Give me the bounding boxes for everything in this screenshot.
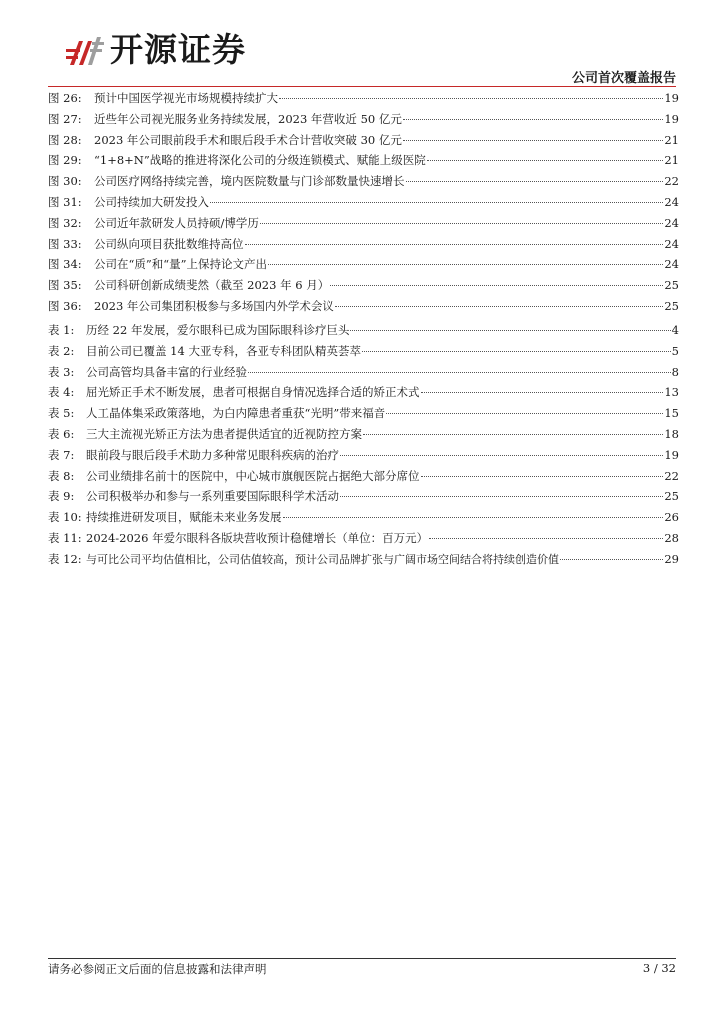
toc-label: 表 1: xyxy=(48,323,75,337)
toc-leader xyxy=(330,285,663,286)
toc-title[interactable]: 眼前段与眼后段手术助力多种常见眼科疾病的治疗 xyxy=(86,447,339,462)
toc-row-table[interactable] xyxy=(48,341,679,362)
toc-leader xyxy=(362,351,671,352)
toc-label: 表 4: xyxy=(48,385,75,400)
toc-label: 表 7: xyxy=(48,447,75,462)
footer-disclaimer: 请务必参阅正文后面的信息披露和法律声明 xyxy=(48,962,267,976)
toc-leader xyxy=(210,202,663,203)
toc-label: 图 32: xyxy=(48,215,82,230)
toc-leader xyxy=(403,119,663,120)
toc-title[interactable]: 公司近年款研发人员持硕/博学历 xyxy=(94,215,259,230)
toc-page[interactable]: 19 xyxy=(664,447,679,462)
toc-label: 表 3: xyxy=(48,364,75,379)
toc-label: 表 10: xyxy=(48,510,82,525)
toc-label: 图 30: xyxy=(48,174,82,189)
toc-page[interactable]: 29 xyxy=(664,551,679,566)
toc-page[interactable]: 25 xyxy=(664,298,679,313)
toc-label: 图 29: xyxy=(48,153,82,168)
toc-page[interactable]: 19 xyxy=(664,91,679,105)
toc-row-figure[interactable] xyxy=(48,192,679,213)
toc-label: 表 9: xyxy=(48,489,75,504)
toc-label: 图 31: xyxy=(48,194,82,209)
toc-title[interactable]: 目前公司已覆盖 14 大亚专科，各亚专科团队精英荟萃 xyxy=(86,343,361,358)
toc-label: 图 27: xyxy=(48,111,82,126)
toc-leader xyxy=(429,538,663,539)
toc-label: 表 2: xyxy=(48,343,75,358)
toc-label: 图 28: xyxy=(48,132,82,147)
toc-page[interactable]: 18 xyxy=(664,426,679,441)
toc-leader xyxy=(363,434,663,435)
toc-title[interactable]: 持续推进研发项目，赋能未来业务发展 xyxy=(86,510,282,525)
toc-label: 图 36: xyxy=(48,298,82,313)
toc-leader xyxy=(406,181,664,182)
toc-title[interactable]: 历经 22 年发展，爱尔眼科已成为国际眼科诊疗巨头 xyxy=(86,323,350,337)
toc-row-table[interactable] xyxy=(48,486,679,507)
toc-row-table[interactable] xyxy=(48,466,679,487)
toc-leader xyxy=(421,476,664,477)
toc-page[interactable]: 25 xyxy=(664,278,679,293)
toc-title[interactable]: 公司在“质”和“量”上保持论文产出 xyxy=(94,257,268,272)
toc-label: 表 8: xyxy=(48,468,75,483)
toc-row-table[interactable] xyxy=(48,424,679,445)
toc-title[interactable]: 公司业绩排名前十的医院中，中心城市旗舰医院占据绝大部分席位 xyxy=(86,468,420,483)
toc-title[interactable]: 公司持续加大研发投入 xyxy=(94,194,209,209)
toc-leader xyxy=(260,223,663,224)
toc-title[interactable]: 人工晶体集采政策落地，为白内障患者重获“光明”带来福音 xyxy=(86,406,386,421)
toc-label: 图 33: xyxy=(48,236,82,251)
toc-leader xyxy=(427,160,664,161)
table-index xyxy=(48,320,679,570)
toc-row-figure[interactable] xyxy=(48,88,679,109)
toc-leader xyxy=(248,372,671,373)
toc-page[interactable]: 25 xyxy=(664,489,679,504)
toc-leader xyxy=(279,98,663,99)
toc-row-figure[interactable] xyxy=(48,150,679,171)
toc-title[interactable]: 三大主流视光矫正方法为患者提供适宜的近视防控方案 xyxy=(86,426,362,441)
toc-leader xyxy=(340,455,663,456)
toc-row-figure[interactable] xyxy=(48,296,679,317)
logo xyxy=(62,24,246,71)
toc-page[interactable]: 24 xyxy=(664,194,679,209)
toc-title[interactable]: 近些年公司视光服务业务持续发展，2023 年营收近 50 亿元 xyxy=(94,111,402,126)
toc-page[interactable]: 8 xyxy=(671,364,679,379)
footer-divider xyxy=(48,958,676,959)
logo-mark-icon xyxy=(62,25,108,71)
toc-label: 图 34: xyxy=(48,257,82,272)
report-type: 公司首次覆盖报告 xyxy=(571,71,676,86)
toc-leader xyxy=(340,496,663,497)
toc-row-table[interactable] xyxy=(48,507,679,528)
toc-row-figure[interactable] xyxy=(48,275,679,296)
toc-page[interactable]: 19 xyxy=(664,111,679,126)
toc-page[interactable]: 5 xyxy=(671,343,679,358)
toc-row-figure[interactable] xyxy=(48,234,679,255)
toc-row-figure[interactable] xyxy=(48,213,679,234)
toc-page[interactable]: 28 xyxy=(664,530,679,545)
toc-leader xyxy=(268,264,663,265)
toc-leader xyxy=(350,330,670,331)
toc-page[interactable]: 24 xyxy=(664,257,679,272)
toc-row-figure[interactable] xyxy=(48,130,679,151)
toc-row-table[interactable] xyxy=(48,362,679,383)
toc-row-figure[interactable] xyxy=(48,171,679,192)
toc-title[interactable]: 2023 年公司眼前段手术和眼后段手术合计营收突破 30 亿元 xyxy=(94,132,402,147)
toc-page[interactable]: 4 xyxy=(671,323,679,337)
toc-title[interactable]: 屈光矫正手术不断发展，患者可根据自身情况选择合适的矫正术式 xyxy=(86,385,420,400)
toc-label: 表 5: xyxy=(48,406,75,421)
toc-row-table[interactable] xyxy=(48,445,679,466)
toc-page[interactable]: 15 xyxy=(664,406,679,421)
toc-row-table[interactable] xyxy=(48,320,679,341)
toc-title[interactable]: 公司科研创新成绩斐然（截至 2023 年 6 月） xyxy=(94,278,330,293)
toc-leader xyxy=(421,392,664,393)
toc-title[interactable]: “1+8+N”战略的推进将深化公司的分级连锁模式、赋能上级医院 xyxy=(94,153,426,168)
toc-row-table[interactable] xyxy=(48,528,679,549)
toc-page[interactable]: 24 xyxy=(664,215,679,230)
toc-leader xyxy=(283,517,664,518)
toc-row-table[interactable] xyxy=(48,549,679,570)
logo-text: 开源证券 xyxy=(110,30,246,69)
toc-row-table[interactable] xyxy=(48,403,679,424)
figure-index xyxy=(48,88,679,317)
toc-title[interactable]: 预计中国医学视光市场规模持续扩大 xyxy=(94,91,278,105)
toc-label: 表 12: xyxy=(48,551,82,566)
toc-row-figure[interactable] xyxy=(48,109,679,130)
toc-leader xyxy=(560,559,663,560)
toc-title[interactable]: 2023 年公司集团积极参与多场国内外学术会议 xyxy=(94,298,334,313)
toc-leader xyxy=(245,244,664,245)
toc-title[interactable]: 2024-2026 年爱尔眼科各版块营收预计稳健增长（单位：百万元） xyxy=(86,530,429,545)
toc-row-table[interactable] xyxy=(48,382,679,403)
toc-leader xyxy=(403,140,663,141)
toc-title[interactable]: 与可比公司平均估值相比，公司估值较高，预计公司品牌扩张与广阔市场空间结合将持续创造价值 xyxy=(86,552,559,566)
toc-title[interactable]: 公司积极举办和参与一系列重要国际眼科学术活动 xyxy=(86,489,339,504)
page-header xyxy=(48,18,676,84)
toc-title[interactable]: 公司医疗网络持续完善，境内医院数量与门诊部数量快速增长 xyxy=(94,174,405,189)
toc-title[interactable]: 公司高管均具备丰富的行业经验 xyxy=(86,364,247,379)
page-number: 3 / 32 xyxy=(642,961,676,975)
toc-leader xyxy=(386,413,663,414)
toc-row-figure[interactable] xyxy=(48,254,679,275)
toc-page[interactable]: 21 xyxy=(664,132,679,147)
toc-label: 图 35: xyxy=(48,278,82,293)
toc-title[interactable]: 公司纵向项目获批数维持高位 xyxy=(94,236,244,251)
toc-page[interactable]: 21 xyxy=(664,153,679,168)
toc-label: 图 26: xyxy=(48,91,82,105)
toc-page[interactable]: 22 xyxy=(664,468,679,483)
toc-page[interactable]: 26 xyxy=(664,510,679,525)
toc-label: 表 6: xyxy=(48,426,75,441)
toc-leader xyxy=(335,306,663,307)
toc-label: 表 11: xyxy=(48,530,82,545)
toc-page[interactable]: 13 xyxy=(664,385,679,400)
header-divider xyxy=(48,86,676,87)
toc-page[interactable]: 22 xyxy=(664,174,679,189)
toc-page[interactable]: 24 xyxy=(664,236,679,251)
